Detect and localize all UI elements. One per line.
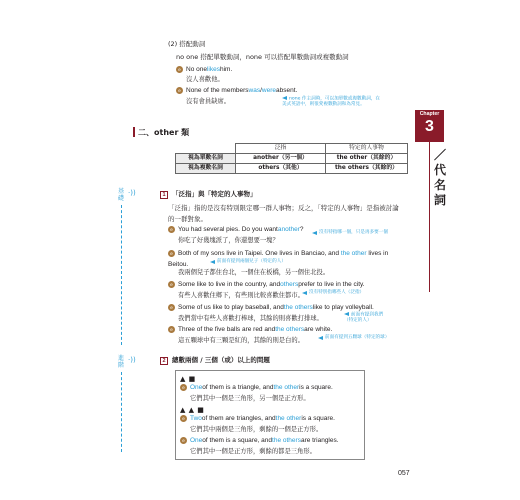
side-note: 沒有特別指哪些人（泛指）	[302, 290, 364, 296]
example-translation: 這五顆球中有三顆是紅的，其餘的則是白的。	[178, 337, 304, 344]
chapter-tab	[415, 110, 444, 142]
example-translation: 有些人喜歡住鄉下，有些則比較喜歡住都市。	[178, 292, 304, 299]
example-bullet-icon: e	[168, 326, 175, 333]
example-row: e No one likes him.	[176, 66, 232, 73]
section-title: 二、other 類	[138, 128, 190, 137]
note-arrow-icon	[344, 312, 349, 316]
example-translation: 沒人喜歡他。	[186, 76, 224, 83]
section-marker	[133, 127, 135, 137]
example-box	[175, 370, 365, 460]
basic-side-label: 基礎	[117, 188, 124, 202]
example-bullet-icon: e	[180, 437, 187, 444]
subsection-heading: 1 「泛指」與「特定的人事物」	[160, 191, 257, 199]
table-row	[176, 164, 408, 174]
example-row: e Some like to live in the country, and others prefer to live in the city.	[168, 281, 365, 288]
dashed-guide	[121, 372, 122, 452]
note-arrow-icon	[318, 336, 323, 340]
example-bullet-icon: e	[180, 384, 187, 391]
example-bullet-icon: e	[176, 87, 183, 94]
example-translation: 你吃了好幾塊派了，你還想要一塊？	[178, 237, 279, 244]
table-cell: the others（其餘的）	[326, 164, 408, 174]
example-translation: 我們當中有些人喜歡打棒球，其餘的則喜歡打排球。	[178, 315, 323, 322]
example-bullet-icon: e	[168, 281, 175, 288]
table-cell: another（另一個）	[236, 154, 326, 164]
example-translation: 它們其中一個是三角形，另一個是正方形。	[190, 395, 310, 402]
section2-heading: (2) 搭配動詞	[168, 40, 206, 48]
subsection-heading: 2 總數兩個 / 三個（或）以上的問題	[160, 357, 270, 365]
example-translation: 我兩個兒子都住台北，一個住在板橋，另一個住北投。	[178, 269, 330, 276]
sound-wave-icon: ·))	[128, 356, 136, 364]
example-row: e You had several pies. Do you want another ?	[168, 226, 304, 233]
example-row: e Both of my sons live in Taipei. One lives in Banciao, and the other lives in Beitou.	[168, 250, 389, 268]
side-note: 沒有特指哪一個，只是再多要一個	[312, 230, 388, 236]
note-arrow-icon	[302, 291, 307, 295]
example-row: e Two of them are triangles, and the other is a square.	[180, 415, 335, 422]
table-row	[176, 154, 408, 164]
note-arrow-icon	[210, 260, 215, 264]
example-bullet-icon: e	[176, 66, 183, 73]
example-bullet-icon: e	[180, 415, 187, 422]
example-row: e Some of us like to play baseball, and the others like to play volleyball.	[168, 304, 374, 311]
table-row-label: 視為複數名詞	[176, 164, 236, 174]
page-number: 057	[398, 470, 410, 477]
chapter-title: ／ 代 名 詞	[433, 148, 446, 207]
side-note: 前面有提到我們（特定的人）	[344, 312, 384, 324]
side-note: 前面有提到兩個兒子（特定的人）	[210, 259, 286, 265]
side-note: 前面有提到五顆球（特定的球）	[318, 335, 389, 341]
section2-intro: no one 搭配單數動詞，none 可以搭配單數動詞或複數動詞	[176, 53, 349, 61]
sound-wave-icon: ·))	[128, 189, 136, 197]
example-translation: 沒有會員缺席。	[186, 98, 231, 105]
example-bullet-icon: e	[168, 304, 175, 311]
table-row-label: 視為單數名詞	[176, 154, 236, 164]
pronoun-table	[175, 143, 408, 174]
advanced-side-label: 進階	[117, 355, 124, 369]
example-bullet-icon: e	[168, 226, 175, 233]
table-header: 特定的人事物	[326, 144, 408, 154]
table-cell: others（其他）	[236, 164, 326, 174]
subsection-badge: 2	[160, 357, 168, 365]
subsection-badge: 1	[160, 191, 168, 199]
example-row: e One of them is a triangle, and the other is a square.	[180, 384, 333, 391]
chapter-number: 3	[425, 117, 434, 135]
example-row: e None of the members was / were absent.	[176, 87, 297, 94]
table-header: 泛指	[236, 144, 326, 154]
table-cell: the other（其餘的）	[326, 154, 408, 164]
example-row: e Three of the five balls are red and the others are white.	[168, 326, 332, 333]
dashed-guide	[121, 205, 122, 345]
note-arrow-icon	[282, 96, 287, 100]
chapter-divider	[429, 142, 430, 292]
note-arrow-icon	[312, 231, 317, 235]
shapes-triangles-square-icon: ▲ ▲ ■	[180, 406, 205, 414]
side-note: none 作主詞時，可以加單數或複數動詞，在美式英語中，則很愛複數動詞和為常見。	[282, 96, 381, 108]
example-bullet-icon: e	[168, 250, 175, 257]
shapes-triangle-square-icon: ▲ ■	[180, 375, 196, 383]
example-translation: 它們其中一個是正方形，剩餘的都是三角形。	[190, 448, 316, 455]
example-translation: 它們其中兩個是三角形，剩餘的一個是正方形。	[190, 426, 323, 433]
table-corner	[176, 144, 236, 154]
chapter-label: Chapter	[419, 111, 440, 117]
subsection-description: 「泛指」指的是沒有特別限定哪一群人事物；反之，「特定的人事物」是指被討論的一群對象。	[168, 204, 399, 223]
example-row: e One of them is a square, and the others are triangles.	[180, 437, 339, 444]
